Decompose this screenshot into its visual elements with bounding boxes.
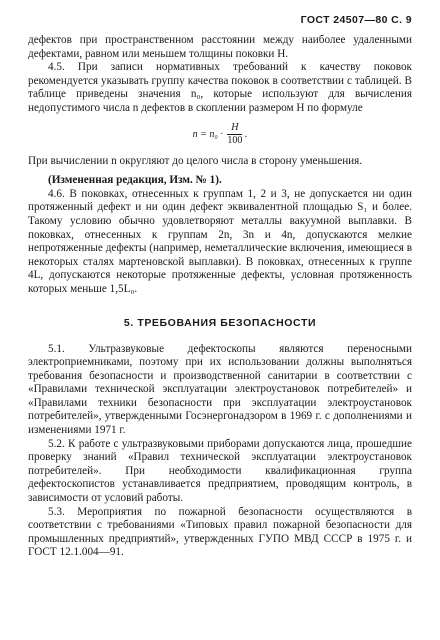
formula-end: . <box>244 128 248 140</box>
section-title: 5. ТРЕБОВАНИЯ БЕЗОПАСНОСТИ <box>123 316 317 329</box>
formula <box>28 122 412 147</box>
formula-fraction <box>227 122 242 147</box>
formula-numerator: H <box>227 122 242 135</box>
amendment-note: (Измененная редакция, Изм. № 1). <box>48 174 222 187</box>
paragraph-5-3: 5.3. Мероприятия по пожарной безопасности осуществляются в соответствии с требованиями «Типовых правил пожарной безопасности для промышленных предприятий», утвержденных ГУПО МВД СССР в 1975 г. и ГОСТ 12.1.004—91. <box>28 505 412 559</box>
formula-lhs: n = n₀ · <box>192 128 223 140</box>
paragraph-continuation: дефектов при пространственном расстоянии между наиболее удаленными дефектами, равном или меньшем толщины поковки H. <box>28 34 412 60</box>
paragraph-rounding: При вычислении n округляют до целого числа в сторону уменьшения. <box>28 154 363 167</box>
document-page <box>28 14 412 560</box>
paragraph-4-5: 4.5. При записи нормативных требований к качеству поковок рекомендуется указывать группу качества поковок в соответствии с таблицей. В таблице приведены значения n₀, которые используют для вычисления недопустимого числа n дефектов в скоплении размером H по формуле <box>28 61 412 114</box>
page-header: ГОСТ 24507—80 С. 9 <box>300 14 412 26</box>
formula-denominator: 100 <box>227 134 243 146</box>
paragraph-4-6: 4.6. В поковках, отнесенных к группам 1, 2 и 3, не допускается ни один протяженный дефект и ни один дефект эквивалентной площадью S₁ и болеe. Такому условию обычно удовлетворяют металлы вакуумной выплавки. В поковках, отнесенных к группам 2n, 3n и 4n, допускаются мелкие непротяженные дефекты (например, неметаллические включения, имеющиеся в некоторых сталях мартеновской выплавки). В поковках, отнесенных к группе 4L, допускаются некоторые протяженные дефекты, условная протяженность которых меньше 1,5L₀. <box>28 187 412 295</box>
paragraph-5-1: 5.1. Ультразвуковые дефектоскопы являются переносными электроприемниками, поэтому при их использовании должны выполняться требования безопасности и производственной санитарии в соответствии с «Правилами технической эксплуатации электроустановок потребителей» и «Правилами техники безопасности при эксплуатации электроустановок потребителей», утвержденными Госэнергонадзором в 1969 г. с дополнениями и изменениями 1971 г. <box>28 342 412 437</box>
paragraph-5-2: 5.2. К работе с ультразвуковыми приборами допускаются лица, прошедшие проверку знаний «Правил технической эксплуатации электроустановок потребителей». При необходимости квалификационная группа дефектоскопистов устанавливается предприятием, проводящим контроль, в зависимости от условий работы. <box>28 437 412 505</box>
